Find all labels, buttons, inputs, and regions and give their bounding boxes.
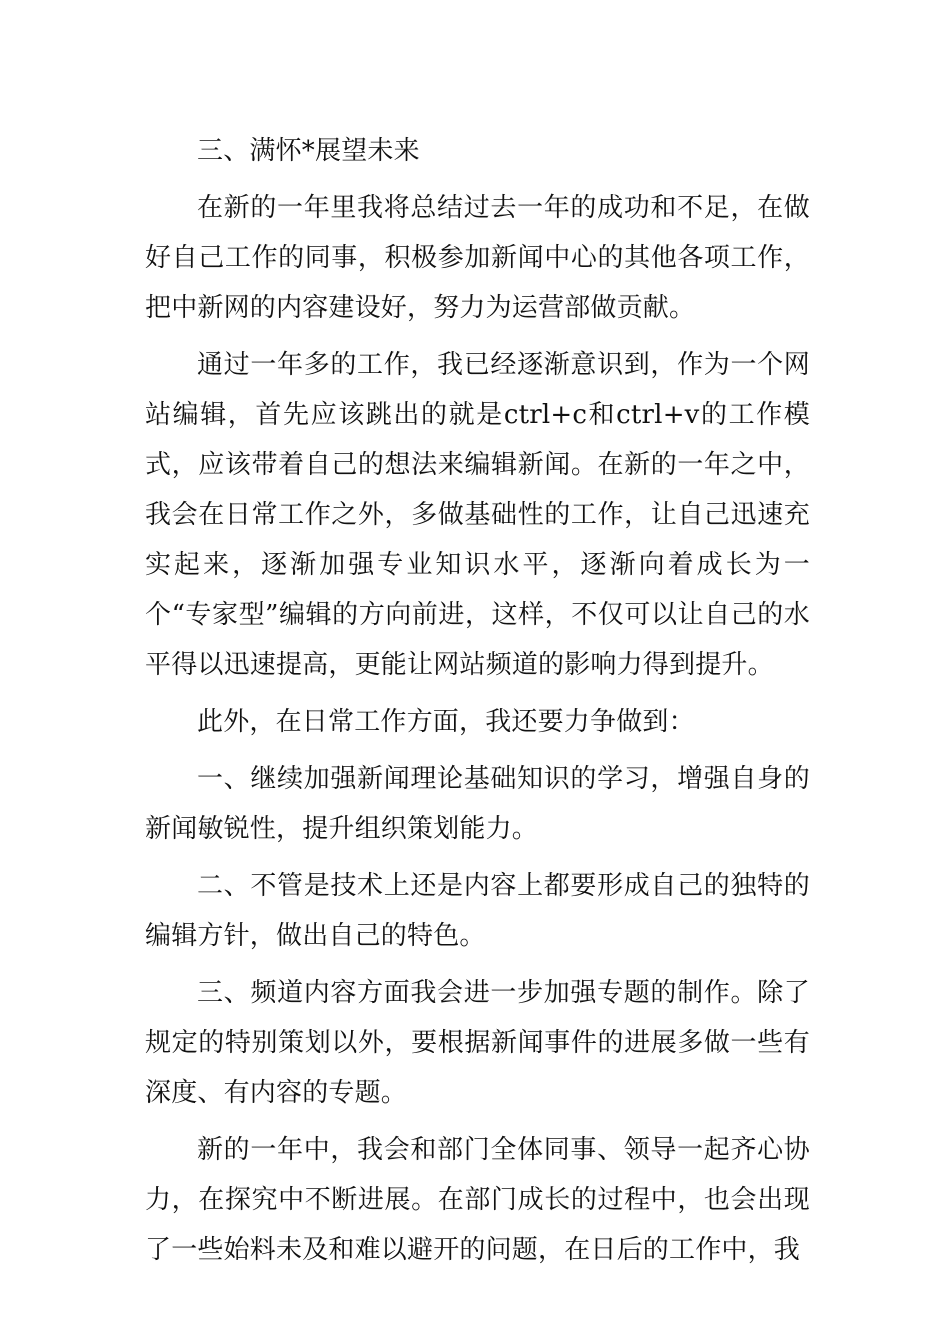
list-item: 一、继续加强新闻理论基础知识的学习，增强自身的新闻敏锐性，提升组织策划能力。 (145, 764, 810, 844)
section-heading: 三、满怀*展望未来 (197, 136, 420, 166)
document-body (145, 126, 810, 1282)
paragraph: 此外，在日常工作方面，我还要力争做到： (197, 707, 695, 737)
paragraph: 新的一年中，我会和部门全体同事、领导一起齐心协力，在探究中不断进展。在部门成长的过程中，也会出现了一些始料未及和难以避开的问题，在日后的工作中，我 (145, 1135, 810, 1265)
paragraph: 通过一年多的工作，我已经逐渐意识到，作为一个网站编辑，首先应该跳出的就是ctrl+c和ctrl+v的工作模式，应该带着自己的想法来编辑新闻。在新的一年之中，我会在日常工作之外，多做基础性的工作，让自己迅速充实起来，逐渐加强专业知识水平，逐渐向着成长为一个“专家型”编辑的方向前进，这样，不仅可以让自己的水平得以迅速提高，更能让网站频道的影响力得到提升。 (145, 350, 810, 680)
paragraph: 在新的一年里我将总结过去一年的成功和不足，在做好自己工作的同事，积极参加新闻中心的其他各项工作，把中新网的内容建设好，努力为运营部做贡献。 (145, 193, 810, 323)
list-item: 三、频道内容方面我会进一步加强专题的制作。除了规定的特别策划以外，要根据新闻事件的进展多做一些有深度、有内容的专题。 (145, 978, 810, 1108)
list-item: 二、不管是技术上还是内容上都要形成自己的独特的编辑方针，做出自己的特色。 (145, 871, 810, 951)
